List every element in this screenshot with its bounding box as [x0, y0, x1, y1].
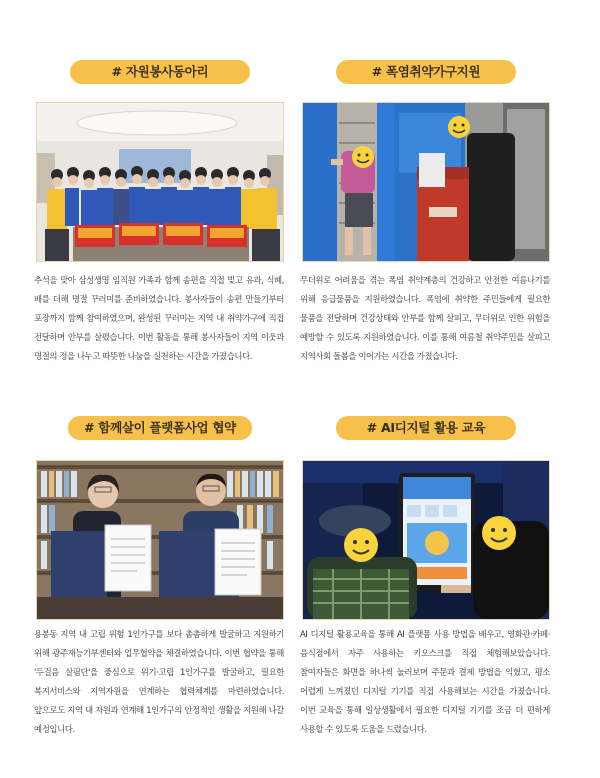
section-description: 용봉동 지역 내 고립 위험 1인가구를 보다 촘촘하게 발굴하고 지원하기 위해 광주재능기부센터와 업무협약을 체결하였습니다. 이번 협약을 통해 '두걸음 살핌단'을 중심으로 위기·고립 1인가구를 발굴하고, 필요한 복지서비스와 지역자원을 연계하는 협력체계를 마련하였습니다. 앞으로도 지역 내 자원과 연계해 1인가구의 안정적인 생활을 지원해 나갈 예정입니다. — [34, 629, 284, 734]
section-description: 추석을 맞아 삼성생명 임직원 가족과 함께 송편을 직접 빚고 유과, 식혜, 배를 더해 명절 꾸러미를 준비하였습니다. 봉사자들이 송편 만들기부터 포장까지 함께 참여하였으며, 완성된 꾸러미는 지역 내 취약가구에 직접 전달하며 안부를 살폈습니다. 이번 활동을 통해 봉사자들이 지역 이웃과 명절의 정을 나누고 따뜻한 나눔을 실천하는 시간을 가졌습니다. — [34, 275, 284, 361]
card-ai-digital-education — [300, 416, 550, 736]
section-title-pill: # 자원봉사동아리 — [70, 60, 250, 84]
agreement-signing-photo — [36, 460, 284, 620]
section-description: 무더위로 어려움을 겪는 폭염 취약계층의 건강하고 안전한 여름나기를 위해 응급물품을 지원하였습니다. 폭염에 취약한 주민들에게 필요한 물품을 전달하며 건강상태와 안부를 함께 살피고, 무더위로 인한 위험을 예방할 수 있도록 지원하였습니다. 이를 통해 여름철 취약주민을 살피고 지역사회 돌봄을 이어가는 시간을 가졌습니다. — [300, 275, 550, 361]
card-volunteer-club — [34, 60, 284, 380]
card-heatwave-support — [300, 60, 550, 380]
section-title-pill: # 폭염취약가구지원 — [336, 60, 516, 84]
heatwave-delivery-photo — [302, 102, 550, 262]
section-description: AI 디지털 활용교육을 통해 AI 플랫폼 사용 방법을 배우고, 영화관·카페·음식점에서 자주 사용하는 키오스크를 직접 체험해보았습니다. 참여자들은 화면을 하나씩 눌러보며 주문과 결제 방법을 익혔고, 평소 어렵게 느껴졌던 디지털 기기를 직접 사용해보는 시간을 가졌습니다. 이번 교육을 통해 일상생활에서 필요한 디지털 기기를 조금 더 편하게 사용할 수 있도록 도움을 드렸습니다. — [300, 629, 550, 734]
card-platform-agreement — [34, 416, 284, 736]
section-title-pill: # 함께살이 플랫폼사업 협약 — [68, 416, 252, 440]
section-title-pill: # AI디지털 활용 교육 — [336, 416, 516, 440]
volunteer-group-photo — [36, 102, 284, 262]
kiosk-education-photo — [302, 460, 550, 620]
